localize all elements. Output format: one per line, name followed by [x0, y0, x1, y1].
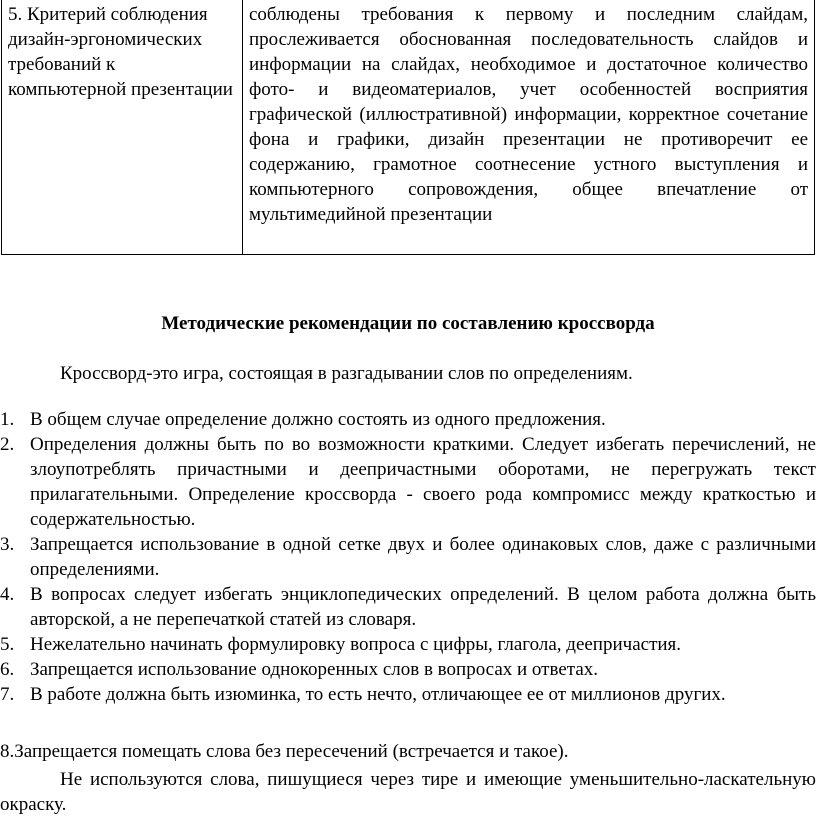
item-number: 5.: [0, 634, 15, 655]
list-item: [0, 657, 816, 682]
item-number: 7.: [0, 684, 15, 705]
item-text: Запрещается использование в одной сетке двух и более одинаковых слов, даже с различными определениями.: [30, 534, 816, 580]
item-text: В вопросах следует избегать энциклопедических определений. В целом работа должна быть авторской, а не перепечаткой статей из словаря.: [30, 584, 816, 630]
criterion-label: 5. Критерий соблюдения дизайн-эргономических требований к компьютерной презентации: [2, 0, 243, 254]
item-number: 1.: [0, 409, 15, 430]
item-text: В общем случае определение должно состоять из одного предложения.: [30, 409, 606, 430]
list-item: [0, 532, 816, 582]
criteria-table: [1, 0, 815, 255]
list-item: [0, 432, 816, 532]
recommendations-list: [0, 407, 816, 707]
table-row: [2, 0, 815, 254]
item-text: Нежелательно начинать формулировку вопроса с цифры, глагола, деепричастия.: [30, 634, 682, 655]
final-paragraph: Не используются слова, пишущиеся через тире и имеющие уменьшительно-ласкательную окраску.: [0, 769, 816, 815]
item-text: Запрещается использование однокоренных слов в вопросах и ответах.: [30, 659, 598, 680]
item-number: 3.: [0, 534, 15, 555]
item-eight: 8.Запрещается помещать слова без пересечений (встречается и такое).: [0, 741, 569, 762]
list-item: [0, 582, 816, 632]
item-number: 6.: [0, 659, 15, 680]
intro-paragraph: Кроссворд-это игра, состоящая в разгадывании слов по определениям.: [60, 363, 633, 384]
criterion-description: соблюдены требования к первому и последним слайдам, прослеживается обоснованная последовательность слайдов и информации на слайдах, необходимое и достаточное количество фото- и видеоматериалов, учет особенностей восприятия графической (иллюстративной) информации, корректное сочетание фона и графики, дизайн презентации не противоречит ее содержанию, грамотное соотнесение устного выступления и компьютерного сопровождения, общее впечатление от мультимедийной презентации: [243, 0, 815, 254]
list-item: [0, 632, 816, 657]
section-heading: Методические рекомендации по составлению кроссворда: [161, 313, 655, 334]
item-text: Определения должны быть по во возможности краткими. Следует избегать перечислений, не злоупотреблять причастными и деепричастными оборотами, не перегружать текст прилагательными. Определение кроссворда - своего рода компромисс между краткостью и содержательностью.: [30, 434, 816, 530]
item-number: 2.: [0, 434, 15, 455]
list-item: [0, 682, 816, 707]
list-item: [0, 407, 816, 432]
item-text: В работе должна быть изюминка, то есть нечто, отличающее ее от миллионов других.: [30, 684, 726, 705]
item-number: 4.: [0, 584, 15, 605]
